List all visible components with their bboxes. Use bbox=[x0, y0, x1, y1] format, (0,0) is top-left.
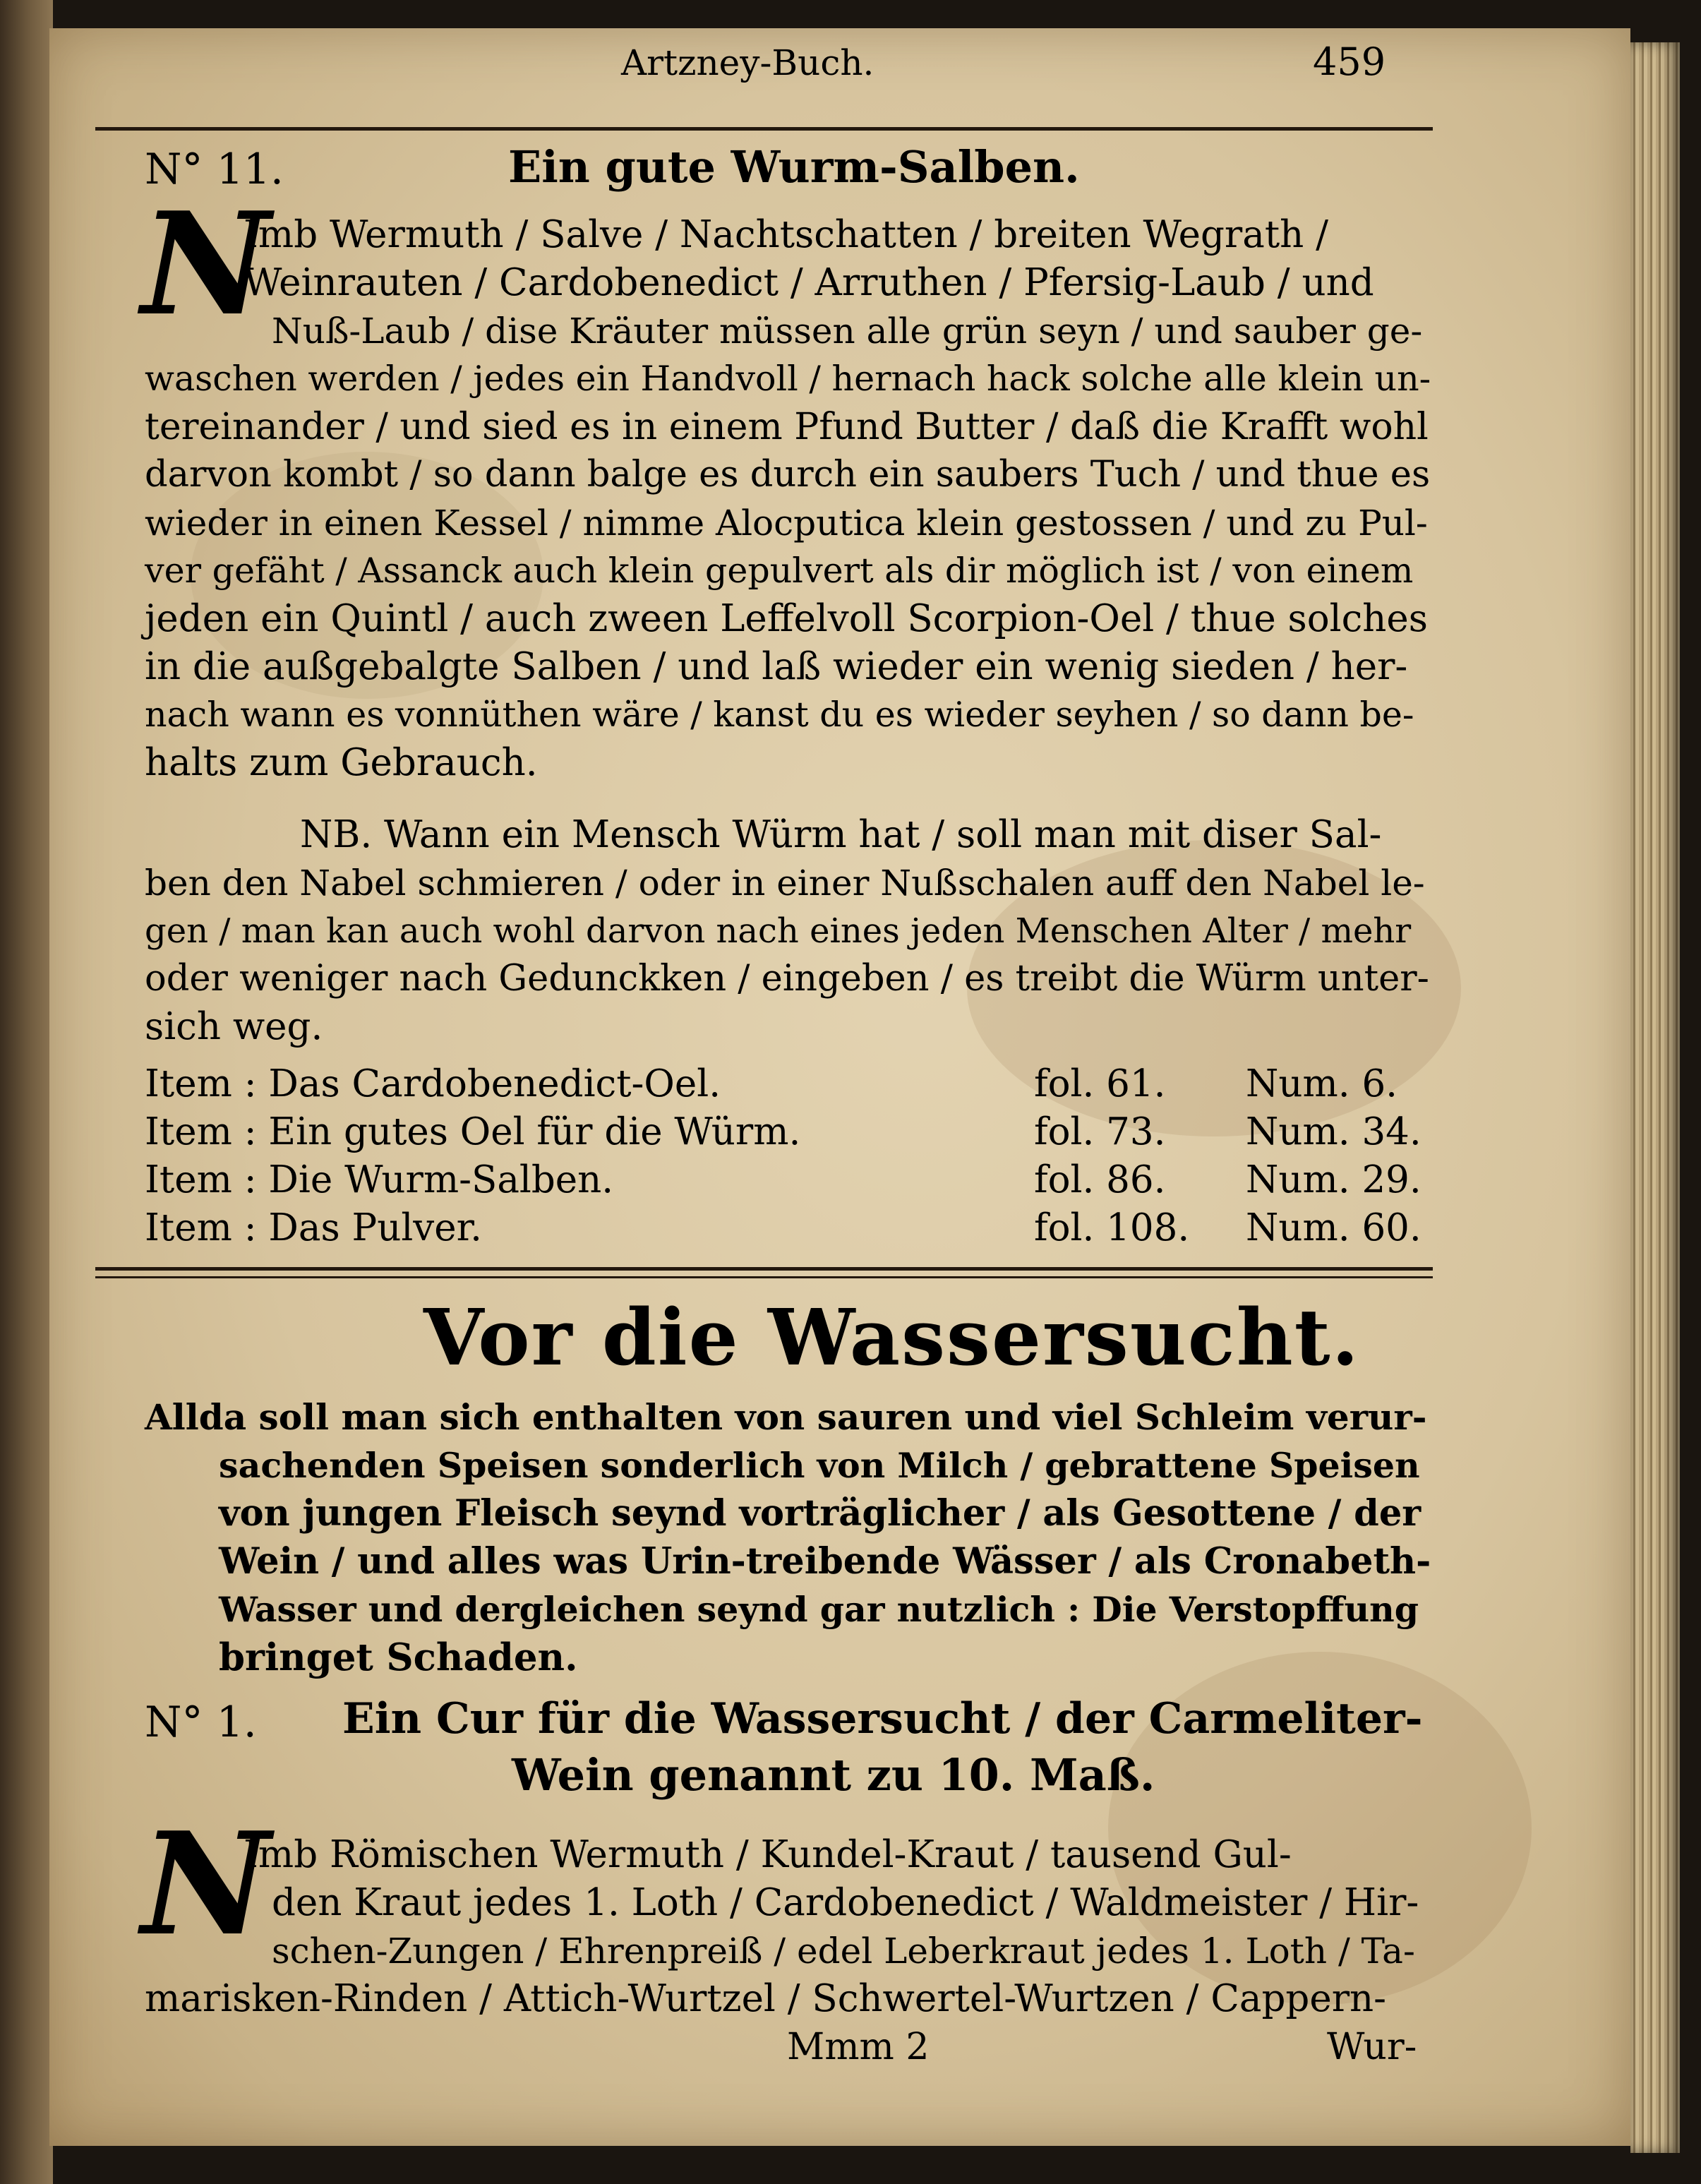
running-head: Artzney-Buch. bbox=[621, 42, 874, 83]
page-edges bbox=[1630, 42, 1680, 2153]
cross-reference-row bbox=[95, 1110, 1436, 1156]
cross-reference-label: Item : Das Cardobenedict-Oel. bbox=[145, 1062, 721, 1105]
header-rule bbox=[95, 127, 1433, 131]
text-line: in die außgebalgte Salben / und laß wieder ein wenig sieden / her- bbox=[145, 645, 1408, 688]
text-line: marisken-Rinden / Attich-Wurtzel / Schwertel-Wurtzen / Cappern- bbox=[145, 1977, 1387, 2020]
drop-cap: N bbox=[141, 181, 270, 347]
text-line: sachenden Speisen sonderlich von Milch / gebrattene Speisen bbox=[219, 1445, 1420, 1486]
cross-reference-number: Num. 34. bbox=[1246, 1110, 1421, 1153]
text-line: bringet Schaden. bbox=[219, 1636, 578, 1679]
text-line: jeden ein Quintl / auch zween Leffelvoll Scorpion-Oel / thue solches bbox=[145, 597, 1428, 640]
cross-reference-folio: fol. 61. bbox=[1034, 1062, 1166, 1105]
text-line: ben den Nabel schmieren / oder in einer Nußschalen auff den Nabel le- bbox=[145, 863, 1425, 904]
cross-reference-row bbox=[95, 1062, 1436, 1108]
cross-reference-row bbox=[95, 1206, 1436, 1252]
text-line: Imb Römischen Wermuth / Kundel-Kraut / tausend Gul- bbox=[244, 1833, 1292, 1876]
cross-reference-label: Item : Die Wurm-Salben. bbox=[145, 1158, 614, 1201]
text-line: Nuß-Laub / dise Kräuter müssen alle grün seyn / und sauber ge- bbox=[272, 311, 1423, 352]
catchword: Wur- bbox=[1327, 2026, 1417, 2068]
text-line: halts zum Gebrauch. bbox=[145, 741, 538, 784]
text-line: Wein / und alles was Urin-treibende Wässer / als Cronabeth- bbox=[219, 1540, 1431, 1583]
text-line: den Kraut jedes 1. Loth / Cardobenedict / Waldmeister / Hir- bbox=[272, 1881, 1419, 1924]
text-line: wieder in einen Kessel / nimme Alocputica klein gestossen / und zu Pul- bbox=[145, 503, 1428, 544]
chapter-heading: Vor die Wassersucht. bbox=[423, 1292, 1360, 1383]
text-line: NB. Wann ein Mensch Würm hat / soll man mit diser Sal- bbox=[300, 813, 1382, 856]
cross-reference-label: Item : Ein gutes Oel für die Würm. bbox=[145, 1110, 801, 1153]
section-number: N° 11. bbox=[145, 145, 284, 194]
text-line: ver gefäht / Assanck auch klein gepulvert als dir möglich ist / von einem bbox=[145, 551, 1414, 591]
text-line: schen-Zungen / Ehrenpreiß / edel Leberkraut jedes 1. Loth / Ta- bbox=[272, 1931, 1415, 1972]
text-line: Allda soll man sich enthalten von sauren und viel Schleim verur- bbox=[145, 1396, 1427, 1438]
cross-reference-number: Num. 29. bbox=[1246, 1158, 1421, 1201]
text-line: oder weniger nach Gedunckken / eingeben / es treibt die Würm unter- bbox=[145, 958, 1429, 1000]
drop-cap: N bbox=[141, 1801, 270, 1967]
cross-reference-number: Num. 60. bbox=[1246, 1206, 1421, 1249]
cross-reference-label: Item : Das Pulver. bbox=[145, 1206, 482, 1249]
section-divider bbox=[95, 1267, 1433, 1271]
text-line: darvon kombt / so dann balge es durch ein saubers Tuch / und thue es bbox=[145, 454, 1431, 496]
text-line: Wasser und dergleichen seynd gar nutzlich : Die Verstopffung bbox=[219, 1589, 1419, 1630]
cross-reference-row bbox=[95, 1158, 1436, 1204]
cross-reference-folio: fol. 73. bbox=[1034, 1110, 1166, 1153]
cross-reference-folio: fol. 108. bbox=[1034, 1206, 1190, 1249]
page-number: 459 bbox=[1313, 40, 1386, 84]
book-gutter bbox=[0, 0, 53, 2184]
text-line: Weinrauten / Cardobenedict / Arruthen / Pfersig-Laub / und bbox=[244, 261, 1374, 304]
section-number: N° 1. bbox=[145, 1698, 257, 1747]
section-title-continued: Wein genannt zu 10. Maß. bbox=[512, 1749, 1155, 1801]
text-line: sich weg. bbox=[145, 1005, 323, 1048]
section-title: Ein gute Wurm-Salben. bbox=[508, 141, 1080, 193]
section-divider bbox=[95, 1276, 1433, 1278]
section-title: Ein Cur für die Wassersucht / der Carmeliter- bbox=[342, 1694, 1423, 1744]
text-line: Imb Wermuth / Salve / Nachtschatten / breiten Wegrath / bbox=[244, 213, 1328, 256]
text-line: gen / man kan auch wohl darvon nach eines jeden Menschen Alter / mehr bbox=[145, 911, 1412, 951]
text-line: nach wann es vonnüthen wäre / kanst du es wieder seyhen / so dann be- bbox=[145, 695, 1414, 735]
cross-reference-folio: fol. 86. bbox=[1034, 1158, 1166, 1201]
signature-mark: Mmm 2 bbox=[787, 2026, 930, 2068]
text-line: von jungen Fleisch seynd vorträglicher / als Gesottene / der bbox=[219, 1492, 1421, 1535]
text-line: waschen werden / jedes ein Handvoll / hernach hack solche alle klein un- bbox=[145, 359, 1431, 399]
cross-reference-number: Num. 6. bbox=[1246, 1062, 1398, 1105]
text-line: tereinander / und sied es in einem Pfund Butter / daß die Krafft wohl bbox=[145, 406, 1429, 448]
